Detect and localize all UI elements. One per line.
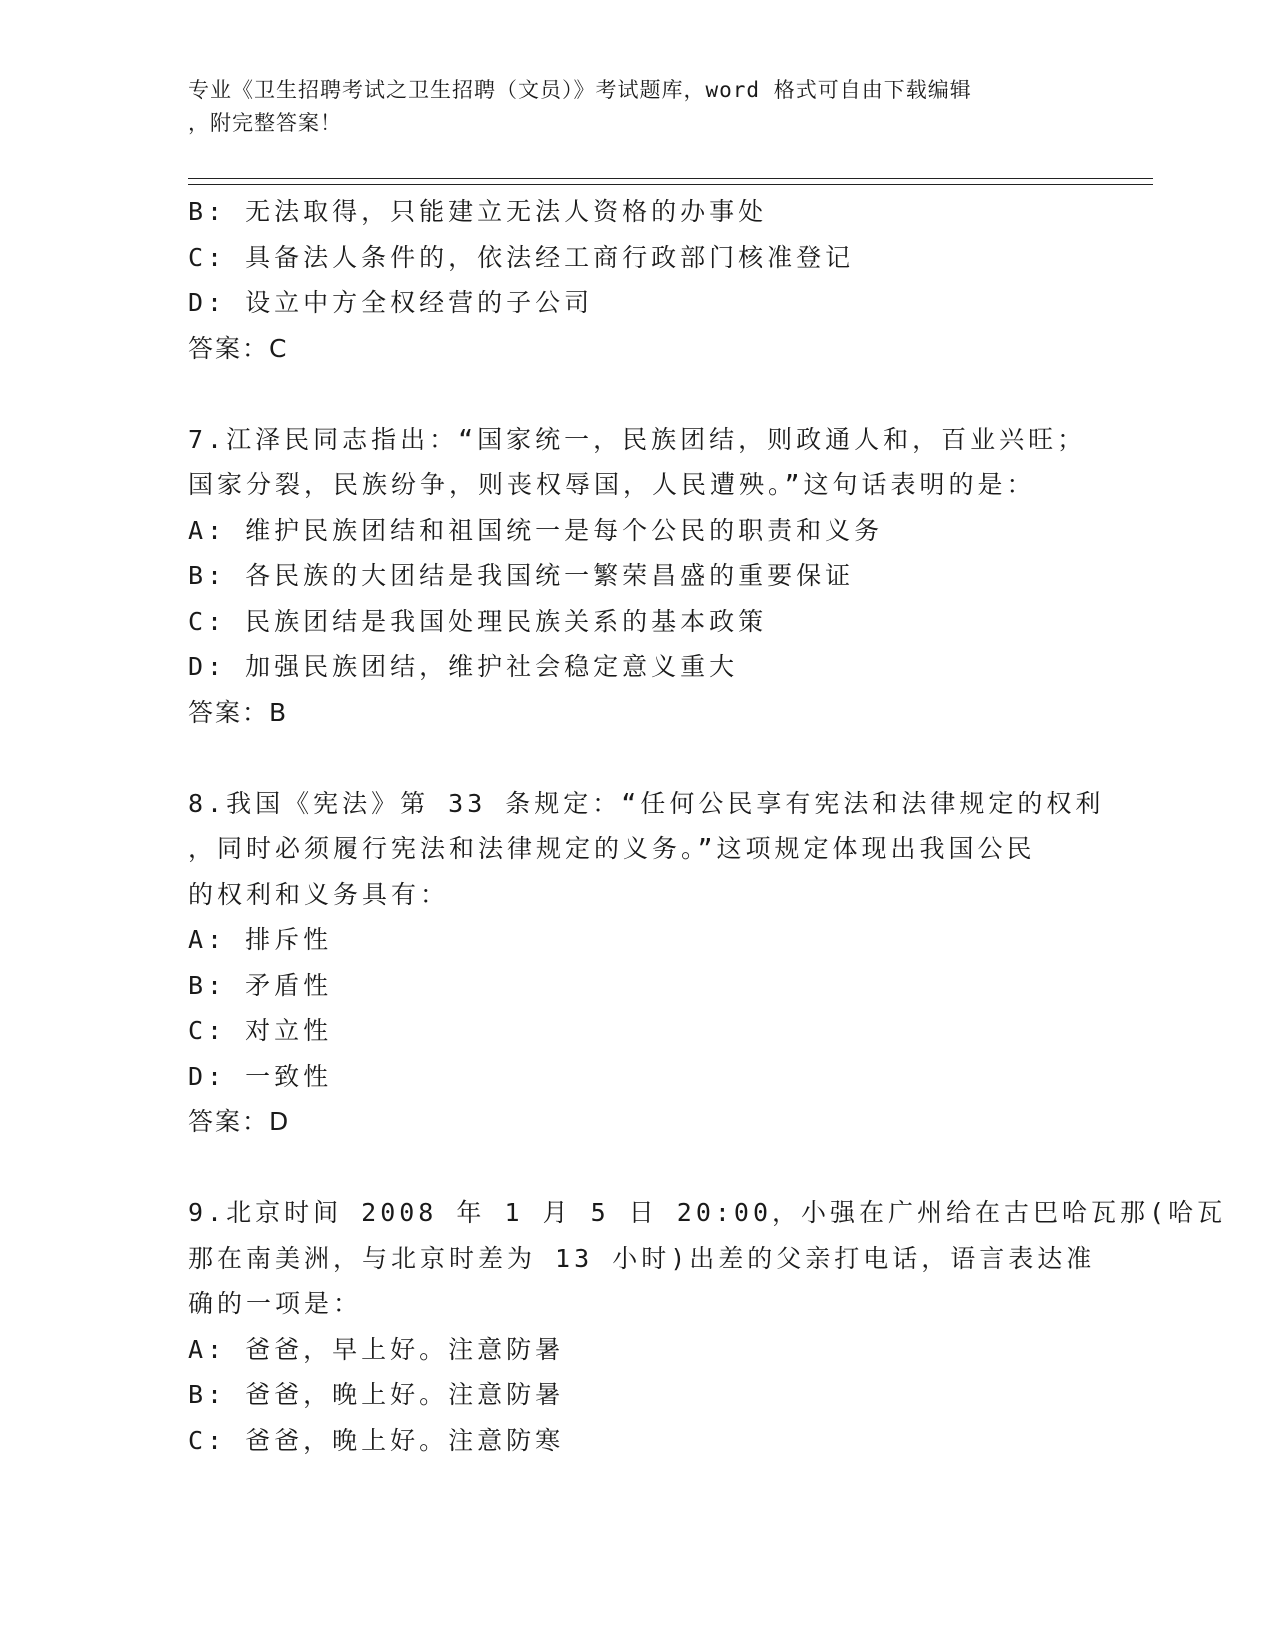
spacer xyxy=(188,371,1088,417)
option-d: D: 设立中方全权经营的子公司 xyxy=(188,288,594,317)
question-stem: ，同时必须履行宪法和法律规定的义务。”这项规定体现出我国公民 xyxy=(188,834,1036,863)
question-stem: 国家分裂，民族纷争，则丧权辱国，人民遭殃。”这句话表明的是： xyxy=(188,470,1036,499)
question-stem: 的权利和义务具有： xyxy=(188,879,450,909)
option-b: B: 无法取得，只能建立无法人资格的办事处 xyxy=(188,197,768,226)
option-a: A: 排斥性 xyxy=(188,925,333,954)
answer: 答案：C xyxy=(188,333,289,363)
answer: 答案：D xyxy=(188,1107,291,1136)
option-b: B: 矛盾性 xyxy=(188,970,333,1000)
spacer xyxy=(188,735,1088,781)
question-6-tail xyxy=(188,189,1088,371)
question-list xyxy=(188,189,1227,1463)
answer: 答案：B xyxy=(188,697,289,727)
header-divider-bottom xyxy=(188,184,1153,185)
option-c: C: 爸爸，晚上好。注意防寒 xyxy=(188,1425,565,1455)
question-stem: 9.北京时间 2008 年 1 月 5 日 20:00，小强在广州给在古巴哈瓦那(哈瓦 xyxy=(188,1198,1227,1227)
question-stem: 7.江泽民同志指出：“国家统一，民族团结，则政通人和，百业兴旺； xyxy=(188,424,1087,454)
header-divider-top xyxy=(188,178,1153,179)
option-b: B: 各民族的大团结是我国统一繁荣昌盛的重要保证 xyxy=(188,561,855,590)
document-header xyxy=(188,74,1068,140)
question-stem: 那在南美洲，与北京时差为 13 小时)出差的父亲打电话，语言表达准 xyxy=(188,1243,1096,1273)
option-c: C: 具备法人条件的，依法经工商行政部门核准登记 xyxy=(188,242,855,272)
spacer xyxy=(188,1145,1088,1191)
header-line-1: 专业《卫生招聘考试之卫生招聘（文员）》考试题库，word 格式可自由下载编辑 xyxy=(188,78,972,102)
option-b: B: 爸爸，晚上好。注意防暑 xyxy=(188,1380,565,1409)
question-stem: 确的一项是： xyxy=(188,1289,363,1318)
option-c: C: 对立性 xyxy=(188,1016,333,1045)
option-a: A: 爸爸，早上好。注意防暑 xyxy=(188,1334,565,1364)
question-9 xyxy=(188,1190,1227,1463)
question-8 xyxy=(188,781,1105,1145)
question-7 xyxy=(188,417,1088,736)
option-d: D: 一致性 xyxy=(188,1061,333,1091)
option-a: A: 维护民族团结和祖国统一是每个公民的职责和义务 xyxy=(188,515,884,545)
option-d: D: 加强民族团结，维护社会稳定意义重大 xyxy=(188,652,739,681)
option-c: C: 民族团结是我国处理民族关系的基本政策 xyxy=(188,606,768,636)
header-line-2: ，附完整答案！ xyxy=(188,111,342,135)
question-stem: 8.我国《宪法》第 33 条规定：“任何公民享有宪法和法律规定的权利 xyxy=(188,788,1105,818)
